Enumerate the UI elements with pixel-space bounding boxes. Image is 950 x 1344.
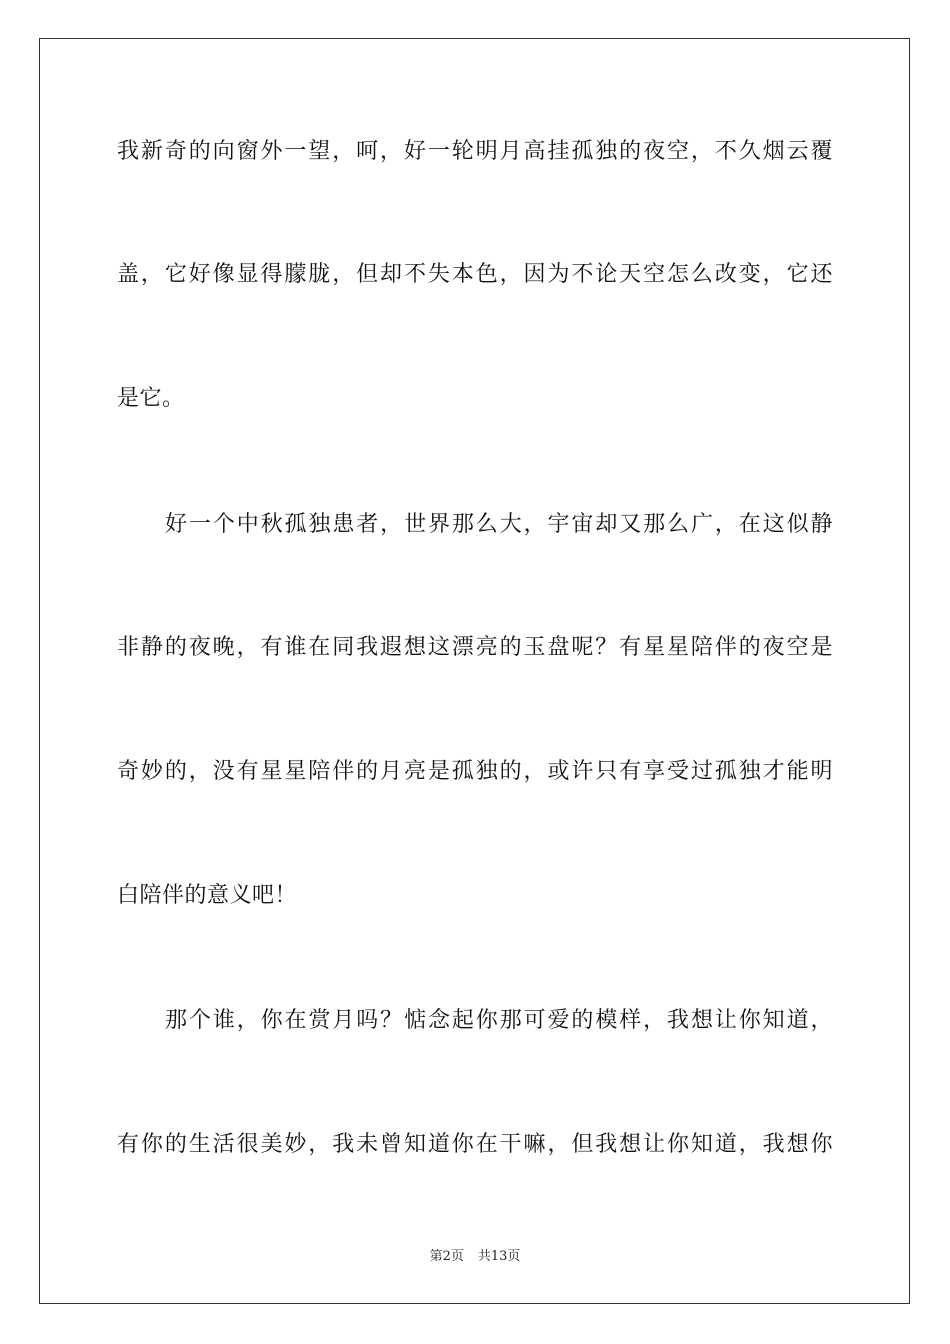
text-line-5: 非静的夜晚，有谁在同我遐想这漂亮的玉盘呢？有星星陪伴的夜空是 [117, 635, 833, 660]
text-line-4: 好一个中秋孤独患者，世界那么大，宇宙却又那么广，在这似静 [165, 512, 833, 537]
page-number: 第2页 [429, 1249, 464, 1264]
text-line-8: 那个谁，你在赏月吗？惦念起你那可爱的模样，我想让你知道， [165, 1008, 833, 1033]
text-line-2: 盖，它好像显得朦胧，但却不失本色，因为不论天空怎么改变，它还 [117, 262, 833, 287]
text-line-3: 是它。 [117, 386, 185, 411]
text-line-1: 我新奇的向窗外一望，呵，好一轮明月高挂孤独的夜空，不久烟云覆 [117, 139, 833, 164]
page-footer [0, 1248, 950, 1266]
page-border [39, 38, 910, 1304]
page-total: 共13页 [477, 1249, 521, 1264]
text-line-9: 有你的生活很美妙，我未曾知道你在干嘛，但我想让你知道，我想你 [117, 1132, 833, 1157]
text-line-6: 奇妙的，没有星星陪伴的月亮是孤独的，或许只有享受过孤独才能明 [117, 759, 833, 784]
text-line-7: 白陪伴的意义吧！ [117, 883, 298, 908]
